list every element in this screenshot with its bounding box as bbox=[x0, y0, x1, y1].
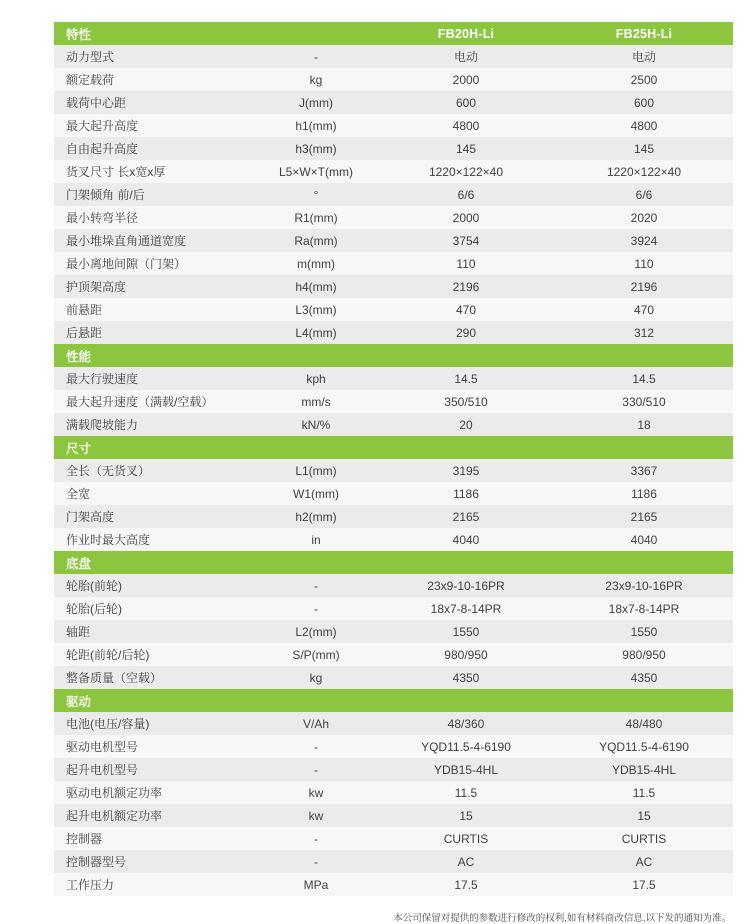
row-value-model-1: 3195 bbox=[377, 459, 555, 482]
row-value-model-2: 18x7-8-14PR bbox=[555, 597, 733, 620]
table-row bbox=[54, 758, 733, 781]
row-label: 驱动电机额定功率 bbox=[54, 781, 255, 804]
row-label: 全长（无货叉） bbox=[54, 459, 255, 482]
row-value-model-1: 980/950 bbox=[377, 643, 555, 666]
section-header-row bbox=[54, 436, 733, 459]
row-value-model-2: 18 bbox=[555, 413, 733, 436]
row-unit: V/Ah bbox=[255, 712, 377, 735]
row-unit: kph bbox=[255, 367, 377, 390]
row-value-model-1: YQD11.5-4-6190 bbox=[377, 735, 555, 758]
table-row bbox=[54, 804, 733, 827]
row-unit: W1(mm) bbox=[255, 482, 377, 505]
row-value-model-1: 110 bbox=[377, 252, 555, 275]
table-row bbox=[54, 482, 733, 505]
section-unit bbox=[255, 551, 377, 574]
row-value-model-2: 4040 bbox=[555, 528, 733, 551]
row-unit: - bbox=[255, 574, 377, 597]
header-feature: 特性 bbox=[54, 22, 255, 45]
row-value-model-2: 15 bbox=[555, 804, 733, 827]
row-value-model-2: 2165 bbox=[555, 505, 733, 528]
row-label: 控制器 bbox=[54, 827, 255, 850]
table-row bbox=[54, 229, 733, 252]
table-row bbox=[54, 137, 733, 160]
row-value-model-2: 2196 bbox=[555, 275, 733, 298]
row-unit: kw bbox=[255, 781, 377, 804]
row-label: 额定载荷 bbox=[54, 68, 255, 91]
table-row bbox=[54, 574, 733, 597]
row-value-model-1: 6/6 bbox=[377, 183, 555, 206]
row-label: 电池(电压/容量) bbox=[54, 712, 255, 735]
table-row bbox=[54, 643, 733, 666]
row-value-model-2: 3924 bbox=[555, 229, 733, 252]
section-header-row bbox=[54, 551, 733, 574]
row-value-model-1: 2000 bbox=[377, 68, 555, 91]
row-value-model-2: 4350 bbox=[555, 666, 733, 689]
row-unit: R1(mm) bbox=[255, 206, 377, 229]
table-row bbox=[54, 91, 733, 114]
section-value-2 bbox=[555, 344, 733, 367]
row-value-model-2: 312 bbox=[555, 321, 733, 344]
table-row bbox=[54, 298, 733, 321]
row-label: 载荷中心距 bbox=[54, 91, 255, 114]
row-unit: L4(mm) bbox=[255, 321, 377, 344]
row-value-model-2: 1550 bbox=[555, 620, 733, 643]
row-value-model-1: YDB15-4HL bbox=[377, 758, 555, 781]
row-unit: Ra(mm) bbox=[255, 229, 377, 252]
row-label: 门架倾角 前/后 bbox=[54, 183, 255, 206]
table-row bbox=[54, 367, 733, 390]
row-unit: L2(mm) bbox=[255, 620, 377, 643]
row-value-model-2: 17.5 bbox=[555, 873, 733, 896]
table-row bbox=[54, 666, 733, 689]
row-value-model-2: 470 bbox=[555, 298, 733, 321]
row-value-model-2: 1220×122×40 bbox=[555, 160, 733, 183]
row-value-model-2: 330/510 bbox=[555, 390, 733, 413]
row-value-model-1: CURTIS bbox=[377, 827, 555, 850]
row-unit: kN/% bbox=[255, 413, 377, 436]
row-value-model-2: 14.5 bbox=[555, 367, 733, 390]
row-value-model-1: 18x7-8-14PR bbox=[377, 597, 555, 620]
row-value-model-2: 600 bbox=[555, 91, 733, 114]
table-row bbox=[54, 275, 733, 298]
row-label: 起升电机型号 bbox=[54, 758, 255, 781]
table-header-row bbox=[54, 22, 733, 45]
row-value-model-1: 20 bbox=[377, 413, 555, 436]
section-title: 底盘 bbox=[54, 551, 255, 574]
section-header-row bbox=[54, 344, 733, 367]
row-unit: L1(mm) bbox=[255, 459, 377, 482]
row-unit: - bbox=[255, 45, 377, 68]
table-row bbox=[54, 735, 733, 758]
table-row bbox=[54, 505, 733, 528]
section-unit bbox=[255, 436, 377, 459]
row-value-model-1: 600 bbox=[377, 91, 555, 114]
row-label: 门架高度 bbox=[54, 505, 255, 528]
table-body bbox=[54, 22, 733, 896]
header-model-2: FB25H-Li bbox=[555, 22, 733, 45]
row-unit: in bbox=[255, 528, 377, 551]
row-label: 轮胎(后轮) bbox=[54, 597, 255, 620]
row-value-model-2: YDB15-4HL bbox=[555, 758, 733, 781]
row-label: 起升电机额定功率 bbox=[54, 804, 255, 827]
row-value-model-1: 17.5 bbox=[377, 873, 555, 896]
row-value-model-2: 2020 bbox=[555, 206, 733, 229]
row-unit: mm/s bbox=[255, 390, 377, 413]
table-row bbox=[54, 459, 733, 482]
section-value-1 bbox=[377, 436, 555, 459]
row-unit: S/P(mm) bbox=[255, 643, 377, 666]
row-label: 驱动电机型号 bbox=[54, 735, 255, 758]
table-row bbox=[54, 781, 733, 804]
row-value-model-1: 470 bbox=[377, 298, 555, 321]
section-value-2 bbox=[555, 689, 733, 712]
row-label: 整备质量（空载） bbox=[54, 666, 255, 689]
row-label: 货叉尺寸 长x宽x厚 bbox=[54, 160, 255, 183]
row-value-model-1: 350/510 bbox=[377, 390, 555, 413]
row-value-model-2: 1186 bbox=[555, 482, 733, 505]
row-value-model-1: 11.5 bbox=[377, 781, 555, 804]
table-row bbox=[54, 873, 733, 896]
row-unit: - bbox=[255, 597, 377, 620]
row-label: 自由起升高度 bbox=[54, 137, 255, 160]
section-title: 驱动 bbox=[54, 689, 255, 712]
table-row bbox=[54, 114, 733, 137]
row-value-model-2: 980/950 bbox=[555, 643, 733, 666]
row-unit: kw bbox=[255, 804, 377, 827]
row-unit: - bbox=[255, 758, 377, 781]
row-value-model-1: 14.5 bbox=[377, 367, 555, 390]
section-unit bbox=[255, 344, 377, 367]
row-label: 轮距(前轮/后轮) bbox=[54, 643, 255, 666]
section-value-1 bbox=[377, 689, 555, 712]
table-row bbox=[54, 321, 733, 344]
table-row bbox=[54, 252, 733, 275]
table-row bbox=[54, 45, 733, 68]
row-value-model-1: 4800 bbox=[377, 114, 555, 137]
row-value-model-2: 3367 bbox=[555, 459, 733, 482]
section-value-1 bbox=[377, 551, 555, 574]
row-unit: MPa bbox=[255, 873, 377, 896]
specification-table bbox=[54, 22, 733, 896]
row-label: 满载爬坡能力 bbox=[54, 413, 255, 436]
row-value-model-2: AC bbox=[555, 850, 733, 873]
row-label: 最小离地间隙（门架） bbox=[54, 252, 255, 275]
row-label: 前悬距 bbox=[54, 298, 255, 321]
row-label: 作业时最大高度 bbox=[54, 528, 255, 551]
row-value-model-1: 2000 bbox=[377, 206, 555, 229]
row-value-model-1: AC bbox=[377, 850, 555, 873]
row-value-model-1: 电动 bbox=[377, 45, 555, 68]
row-value-model-2: 48/480 bbox=[555, 712, 733, 735]
row-value-model-2: 11.5 bbox=[555, 781, 733, 804]
section-title: 尺寸 bbox=[54, 436, 255, 459]
section-header-row bbox=[54, 689, 733, 712]
row-value-model-1: 1186 bbox=[377, 482, 555, 505]
row-label: 最大起升高度 bbox=[54, 114, 255, 137]
table-row bbox=[54, 850, 733, 873]
row-unit: h1(mm) bbox=[255, 114, 377, 137]
row-value-model-2: CURTIS bbox=[555, 827, 733, 850]
row-value-model-2: YQD11.5-4-6190 bbox=[555, 735, 733, 758]
row-unit: - bbox=[255, 827, 377, 850]
row-unit: h2(mm) bbox=[255, 505, 377, 528]
table-row bbox=[54, 827, 733, 850]
row-value-model-1: 145 bbox=[377, 137, 555, 160]
row-value-model-1: 15 bbox=[377, 804, 555, 827]
row-value-model-1: 1220×122×40 bbox=[377, 160, 555, 183]
row-value-model-1: 23x9-10-16PR bbox=[377, 574, 555, 597]
row-label: 轴距 bbox=[54, 620, 255, 643]
section-title: 性能 bbox=[54, 344, 255, 367]
row-label: 最大行驶速度 bbox=[54, 367, 255, 390]
table-row bbox=[54, 413, 733, 436]
row-unit: L3(mm) bbox=[255, 298, 377, 321]
row-value-model-2: 6/6 bbox=[555, 183, 733, 206]
disclaimer-note: 本公司保留对提供的参数进行修改的权利,如有材料商改信息,以下发的通知为准。 bbox=[393, 913, 731, 924]
row-label: 工作压力 bbox=[54, 873, 255, 896]
table-row bbox=[54, 390, 733, 413]
row-value-model-2: 110 bbox=[555, 252, 733, 275]
row-label: 护顶架高度 bbox=[54, 275, 255, 298]
row-value-model-1: 2196 bbox=[377, 275, 555, 298]
table-row bbox=[54, 160, 733, 183]
row-value-model-2: 电动 bbox=[555, 45, 733, 68]
row-unit: kg bbox=[255, 666, 377, 689]
row-label: 最小转弯半径 bbox=[54, 206, 255, 229]
table-row bbox=[54, 528, 733, 551]
section-value-2 bbox=[555, 436, 733, 459]
header-model-1: FB20H-Li bbox=[377, 22, 555, 45]
row-unit: ° bbox=[255, 183, 377, 206]
row-label: 控制器型号 bbox=[54, 850, 255, 873]
row-value-model-1: 4350 bbox=[377, 666, 555, 689]
row-unit: kg bbox=[255, 68, 377, 91]
row-value-model-1: 3754 bbox=[377, 229, 555, 252]
row-value-model-2: 23x9-10-16PR bbox=[555, 574, 733, 597]
table-row bbox=[54, 712, 733, 735]
section-value-1 bbox=[377, 344, 555, 367]
table-row bbox=[54, 68, 733, 91]
row-label: 全宽 bbox=[54, 482, 255, 505]
section-value-2 bbox=[555, 551, 733, 574]
row-unit: m(mm) bbox=[255, 252, 377, 275]
row-value-model-2: 145 bbox=[555, 137, 733, 160]
table-row bbox=[54, 183, 733, 206]
table-row bbox=[54, 620, 733, 643]
row-value-model-1: 2165 bbox=[377, 505, 555, 528]
table-row bbox=[54, 597, 733, 620]
row-unit: h4(mm) bbox=[255, 275, 377, 298]
row-value-model-1: 48/360 bbox=[377, 712, 555, 735]
row-unit: J(mm) bbox=[255, 91, 377, 114]
row-unit: L5×W×T(mm) bbox=[255, 160, 377, 183]
table-row bbox=[54, 206, 733, 229]
header-unit bbox=[255, 22, 377, 45]
row-label: 后悬距 bbox=[54, 321, 255, 344]
row-label: 轮胎(前轮) bbox=[54, 574, 255, 597]
row-unit: - bbox=[255, 850, 377, 873]
row-value-model-1: 4040 bbox=[377, 528, 555, 551]
row-unit: h3(mm) bbox=[255, 137, 377, 160]
section-unit bbox=[255, 689, 377, 712]
row-value-model-2: 2500 bbox=[555, 68, 733, 91]
row-value-model-2: 4800 bbox=[555, 114, 733, 137]
row-label: 最大起升速度（满载/空载） bbox=[54, 390, 255, 413]
row-value-model-1: 290 bbox=[377, 321, 555, 344]
row-label: 动力型式 bbox=[54, 45, 255, 68]
row-value-model-1: 1550 bbox=[377, 620, 555, 643]
row-unit: - bbox=[255, 735, 377, 758]
row-label: 最小堆垛直角通道宽度 bbox=[54, 229, 255, 252]
